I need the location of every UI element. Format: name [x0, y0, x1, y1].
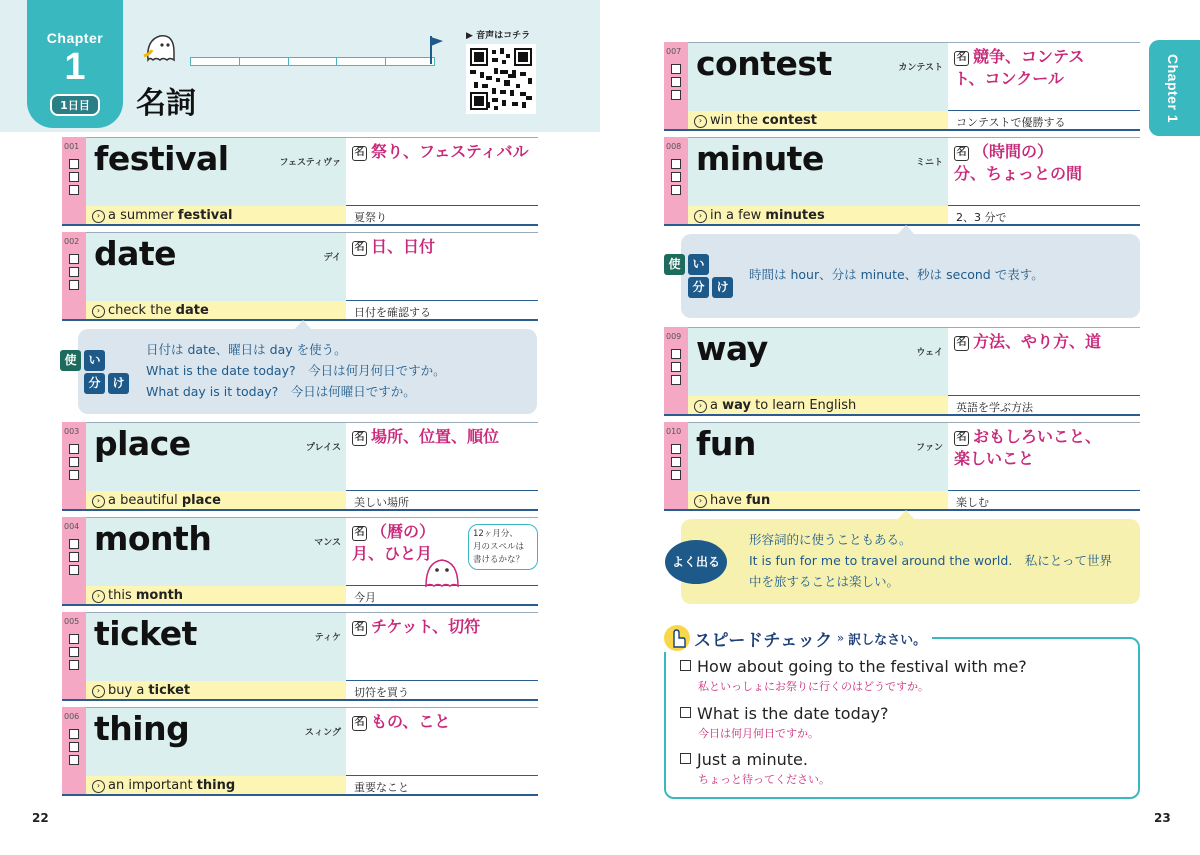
headword: place [94, 424, 191, 463]
note-line: 日付は date、曜日は day を使う。 [146, 342, 347, 357]
example-translation: 切符を買う [354, 686, 409, 699]
chapter-badge [27, 0, 123, 128]
meaning: 名 チケット、切符 [352, 616, 537, 638]
example-phrase: › a way to learn English [694, 398, 856, 413]
check-box[interactable] [671, 159, 681, 169]
meaning: 名 おもしろいこと、楽しいこと [954, 427, 1102, 468]
example-translation: 楽しむ [956, 496, 989, 509]
check-box[interactable] [680, 660, 691, 671]
meaning: 名 競争、コンテスト、コンクール [954, 47, 1085, 88]
word-entry-month [62, 517, 538, 605]
example-phrase: › check the date [92, 303, 209, 318]
example-phrase: › a summer festival [92, 208, 233, 223]
headword: festival [94, 139, 229, 178]
check-box[interactable] [69, 185, 79, 195]
check-box[interactable] [69, 647, 79, 657]
check-box[interactable] [69, 539, 79, 549]
entry-number: 010 [666, 427, 682, 436]
example-translation: 重要なこと [354, 781, 409, 794]
entry-strip [62, 612, 86, 700]
check-box[interactable] [671, 64, 681, 74]
double-chevron-icon: » [836, 631, 845, 645]
check-box[interactable] [69, 444, 79, 454]
speed-check-item: How about going to the festival with me? 私といっしょにお祭りに行くのはどうですか。 [680, 657, 1027, 694]
page-title: 名詞 [136, 86, 196, 121]
check-box[interactable] [69, 172, 79, 182]
noun-badge: 名 [954, 336, 969, 351]
check-box[interactable] [69, 267, 79, 277]
example-phrase: › an important thing [92, 778, 235, 793]
word-entry-minute [664, 137, 1140, 225]
headword: way [696, 329, 768, 368]
note-line: What day is it today? 今日は何曜日ですか。 [146, 384, 416, 399]
yoku-deru-badge: よく出る [665, 540, 727, 584]
usage-note-fun [681, 519, 1140, 604]
pronunciation: カンテスト [898, 63, 943, 73]
arrow-icon: › [694, 495, 707, 508]
example-phrase: › buy a ticket [92, 683, 190, 698]
entry-strip [664, 422, 688, 510]
entry-number: 003 [64, 427, 80, 436]
entry-strip [62, 517, 86, 605]
headword: ticket [94, 614, 197, 653]
speed-check-item: What is the date today? 今日は何月何日ですか。 [680, 704, 888, 741]
usage-note-date [78, 329, 537, 414]
day-label: 1日目 [50, 94, 100, 116]
example-translation: コンテストで優勝する [956, 116, 1066, 129]
tsukaiwake-badge: 使 い 分 け [664, 254, 736, 298]
speed-check-title: スピードチェック » 訳しなさい。 [660, 624, 932, 652]
pronunciation: スィング [304, 728, 341, 738]
check-box[interactable] [680, 707, 691, 718]
check-box[interactable] [69, 634, 79, 644]
entry-number: 004 [64, 522, 80, 531]
headword: minute [696, 139, 824, 178]
speed-check-item: Just a minute. ちょっと待ってください。 [680, 750, 830, 787]
check-box[interactable] [69, 470, 79, 480]
chapter-number: 1 [64, 46, 86, 88]
headword: date [94, 234, 177, 273]
entry-number: 002 [64, 237, 80, 246]
check-box[interactable] [69, 742, 79, 752]
page-number-right: 23 [1154, 811, 1171, 825]
noun-badge: 名 [954, 146, 969, 161]
entry-strip [664, 42, 688, 130]
noun-badge: 名 [352, 241, 367, 256]
arrow-icon: › [694, 210, 707, 223]
word-entry-fun [664, 422, 1140, 510]
example-translation: 今月 [354, 591, 376, 604]
note-line: 時間は hour、分は minute、秒は second で表す。 [749, 267, 1044, 282]
note-line: It is fun for me to travel around the world. 私にとって世界 [749, 553, 1113, 568]
meaning: 名 方法、やり方、道 [954, 331, 1139, 353]
check-box[interactable] [671, 185, 681, 195]
entry-strip [62, 137, 86, 225]
word-entry-ticket [62, 612, 538, 700]
entry-number: 008 [666, 142, 682, 151]
meaning: 名 場所、位置、順位 [352, 426, 537, 448]
noun-badge: 名 [954, 51, 969, 66]
meaning: 名 もの、こと [352, 711, 537, 733]
entry-number: 007 [666, 47, 682, 56]
check-box[interactable] [671, 77, 681, 87]
entry-number: 009 [666, 332, 682, 341]
entry-number: 001 [64, 142, 80, 151]
play-icon: ▶ [466, 31, 473, 41]
arrow-icon: › [92, 495, 105, 508]
arrow-icon: › [92, 685, 105, 698]
arrow-icon: › [92, 210, 105, 223]
check-box[interactable] [680, 753, 691, 764]
check-box[interactable] [69, 729, 79, 739]
word-entry-contest [664, 42, 1140, 130]
example-translation: 日付を確認する [354, 306, 431, 319]
pronunciation: フェスティヴァ [279, 158, 341, 168]
example-phrase: › a beautiful place [92, 493, 221, 508]
progress-track [190, 57, 435, 66]
ghost-mascot-icon [140, 30, 188, 68]
headword: month [94, 519, 212, 558]
ghost-mascot-icon [422, 556, 462, 592]
meaning: 名 （時間の）分、ちょっとの間 [954, 142, 1083, 183]
entry-strip [664, 137, 688, 225]
note-line: 形容詞的に使うこともある。 [749, 532, 912, 547]
example-translation: 2、3 分で [956, 211, 1007, 224]
hint-bubble: 12ヶ月分、 月のスペルは 書けるかな？ [468, 524, 538, 570]
pronunciation: ウェイ [916, 348, 943, 358]
check-box[interactable] [671, 444, 681, 454]
check-box[interactable] [69, 755, 79, 765]
arrow-icon: › [694, 400, 707, 413]
check-box[interactable] [671, 349, 681, 359]
chapter-label: Chapter [46, 30, 104, 46]
entry-strip [62, 422, 86, 510]
noun-badge: 名 [954, 431, 969, 446]
example-translation: 夏祭り [354, 211, 387, 224]
word-entry-way [664, 327, 1140, 415]
check-box[interactable] [671, 172, 681, 182]
chapter-side-tab: Chapter 1 [1149, 40, 1200, 136]
example-phrase: › have fun [694, 493, 770, 508]
meaning: 名 祭り、フェスティバル [352, 141, 537, 163]
arrow-icon: › [694, 115, 707, 128]
check-box[interactable] [69, 254, 79, 264]
word-entry-festival [62, 137, 538, 225]
check-box[interactable] [69, 660, 79, 670]
noun-badge: 名 [352, 431, 367, 446]
note-line: What is the date today? 今日は何月何日ですか。 [146, 363, 446, 378]
meaning: 名 日、日付 [352, 236, 537, 258]
example-phrase: › in a few minutes [694, 208, 825, 223]
headword: fun [696, 424, 756, 463]
check-box[interactable] [69, 552, 79, 562]
check-box[interactable] [671, 457, 681, 467]
qr-code[interactable] [466, 44, 536, 114]
noun-badge: 名 [352, 526, 367, 541]
example-phrase: › win the contest [694, 113, 817, 128]
entry-strip [62, 232, 86, 320]
entry-number: 005 [64, 617, 80, 626]
arrow-icon: › [92, 305, 105, 318]
usage-note-minute [681, 234, 1140, 318]
goal-flag-icon [428, 34, 444, 70]
arrow-icon: › [92, 590, 105, 603]
noun-badge: 名 [352, 146, 367, 161]
tsukaiwake-badge: 使 い 分 け [60, 350, 132, 394]
pointing-hand-icon [664, 625, 690, 651]
check-box[interactable] [69, 280, 79, 290]
word-entry-date [62, 232, 538, 320]
pronunciation: ファン [916, 443, 943, 453]
example-phrase: › this month [92, 588, 183, 603]
entry-strip [62, 707, 86, 795]
check-box[interactable] [671, 375, 681, 385]
arrow-icon: › [92, 780, 105, 793]
page-number-left: 22 [32, 811, 49, 825]
check-box[interactable] [69, 565, 79, 575]
check-box[interactable] [69, 457, 79, 467]
check-box[interactable] [69, 159, 79, 169]
word-entry-thing [62, 707, 538, 795]
check-box[interactable] [671, 470, 681, 480]
note-line: 中を旅することは楽しい。 [749, 574, 900, 589]
example-translation: 英語を学ぶ方法 [956, 401, 1033, 414]
entry-number: 006 [64, 712, 80, 721]
meaning: 名 （暦の）月、ひと月 [352, 522, 436, 563]
headword: thing [94, 709, 190, 748]
audio-label: ▶ 音声はコチラ [466, 31, 531, 41]
entry-strip [664, 327, 688, 415]
noun-badge: 名 [352, 716, 367, 731]
noun-badge: 名 [352, 621, 367, 636]
pronunciation: ミニト [915, 158, 943, 168]
pronunciation: マンス [314, 538, 341, 548]
check-box[interactable] [671, 362, 681, 372]
check-box[interactable] [671, 90, 681, 100]
pronunciation: プレイス [305, 443, 341, 453]
pronunciation: ティケ [314, 633, 341, 643]
example-translation: 美しい場所 [354, 496, 409, 509]
headword: contest [696, 44, 832, 83]
pronunciation: デイ [323, 253, 341, 263]
word-entry-place [62, 422, 538, 510]
